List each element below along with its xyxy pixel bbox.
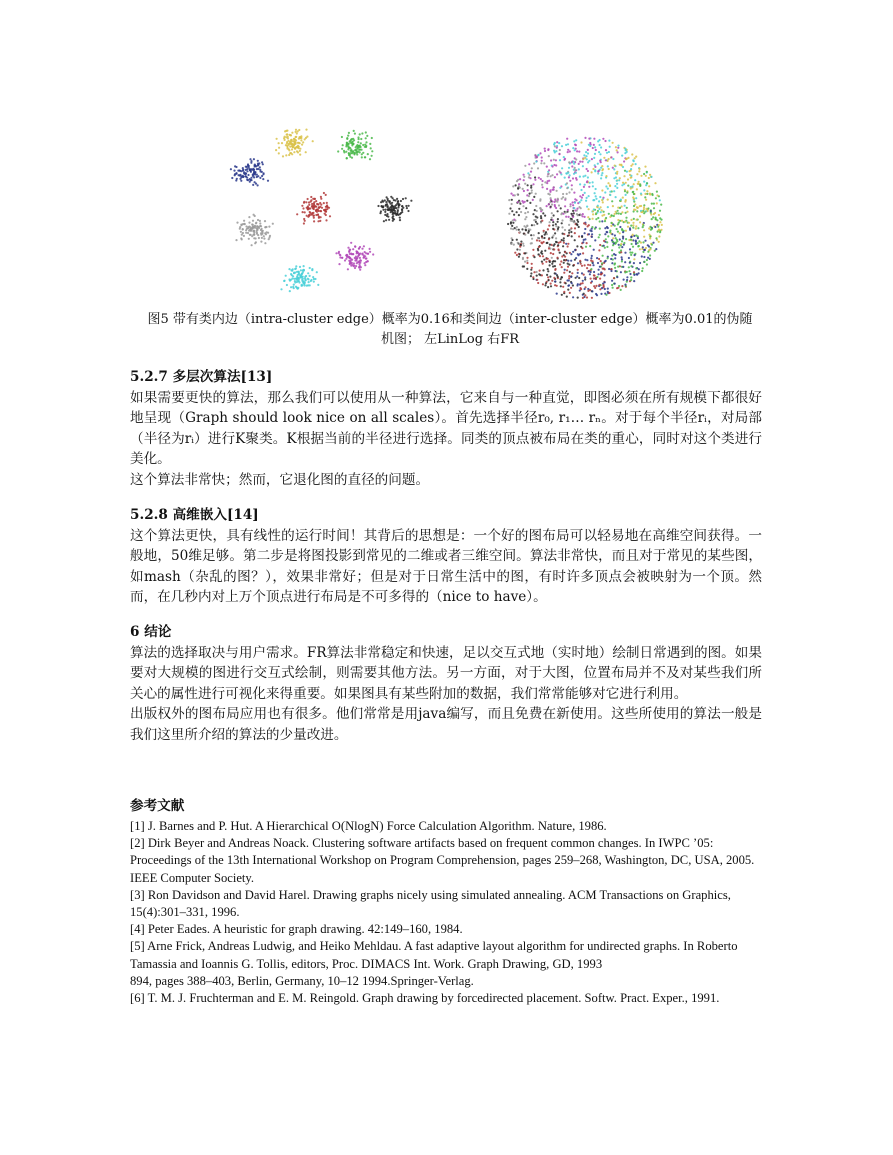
linlog-layout-graph (230, 129, 413, 293)
reference-item: [4] Peter Eades. A heuristic for graph drawing. 42:149–160, 1984. (130, 922, 463, 937)
figure-caption-line-1: 图5 带有类内边（intra-cluster edge）概率为0.16和类间边（inter-cluster edge）概率为0.01的伪随 (147, 312, 753, 327)
section-paragraph: 如果需要更快的算法，那么我们可以使用从一种算法，它来自与一种直觉，即图必须在所有规模下都很好地呈现（Graph should look nice on all scales）。首先选择半径r₀, r₁… rₙ。对于每个半径rᵢ，对局部（半径为rᵢ）进行K聚类。K根据当前的半径进行选择。同类的顶点被布局在类的重心，同时对这个类进行美化。 (130, 389, 762, 467)
section-paragraph: 这个算法更快，具有线性的运行时间！其背后的思想是：一个好的图布局可以轻易地在高维空间获得。一般地，50维足够。第二步是将图投影到常见的二维或者三维空间。算法非常快，而且对于常见的某些图，如mash（杂乱的图？），效果非常好；但是对于日常生活中的图，有时许多顶点会被映射为一个顶。然而，在几秒内对上万个顶点进行布局是不可多得的（nice to have）。 (130, 527, 762, 605)
section-heading: 5.2.7 多层次算法[13] (130, 369, 273, 385)
section-5-2-8 (130, 505, 762, 608)
reference-item: 894, pages 388–403, Berlin, Germany, 10–12 1994.Springer-Verlag. (130, 973, 474, 988)
references (130, 796, 770, 1007)
section-heading: 5.2.8 高维嵌入[14] (130, 507, 259, 523)
section-6-conclusion (130, 622, 762, 745)
reference-item: [6] T. M. J. Fruchterman and E. M. Reingold. Graph drawing by forcedirected placement. Softw. Pract. Exper., 1991. (130, 991, 720, 1006)
references-title: 参考文献 (130, 798, 185, 814)
reference-item: [2] Dirk Beyer and Andreas Noack. Clustering software artifacts based on frequent common changes. In IWPC ’05: Proceedings of the 13th International Workshop on Program Comprehension, pages 259–268, Washington, DC, USA, 2005. IEEE Computer Society. (130, 836, 755, 885)
reference-item: [1] J. Barnes and P. Hut. A Hierarchical O(NlogN) Force Calculation Algorithm. Nature, 1986. (130, 819, 607, 833)
section-paragraph: 这个算法非常快；然而，它退化图的直径的问题。 (130, 471, 430, 488)
graph-layout-figure (215, 100, 675, 300)
reference-item: [3] Ron Davidson and David Harel. Drawing graphs nicely using simulated annealing. ACM Transactions on Graphics, 15(4):301–331, 1996. (130, 887, 731, 920)
section-paragraph: 出版权外的图布局应用也有很多。他们常常是用java编写，而且免费在新使用。这些所使用的算法一般是我们这里所介绍的算法的少量改进。 (130, 706, 762, 743)
section-heading: 6 结论 (130, 624, 172, 640)
figure-caption-line-2: 机图； 左LinLog 右FR (380, 332, 520, 347)
fr-layout-graph (507, 137, 663, 299)
section-5-2-7 (130, 367, 762, 490)
section-paragraph: 算法的选择取决与用户需求。FR算法非常稳定和快速，足以交互式地（实时地）绘制日常遇到的图。如果要对大规模的图进行交互式绘制，则需要其他方法。另一方面，对于大图，位置布局并不及对某些我们所关心的属性进行可视化来得重要。如果图具有某些附加的数据，我们常常能够对它进行利用。 (130, 644, 762, 702)
reference-item: [5] Arne Frick, Andreas Ludwig, and Heiko Mehldau. A fast adaptive layout algorithm for undirected graphs. In Roberto Tamassia and Ioannis G. Tollis, editors, Proc. DIMACS Int. Work. Graph Drawing, GD, 1993 (130, 939, 738, 971)
